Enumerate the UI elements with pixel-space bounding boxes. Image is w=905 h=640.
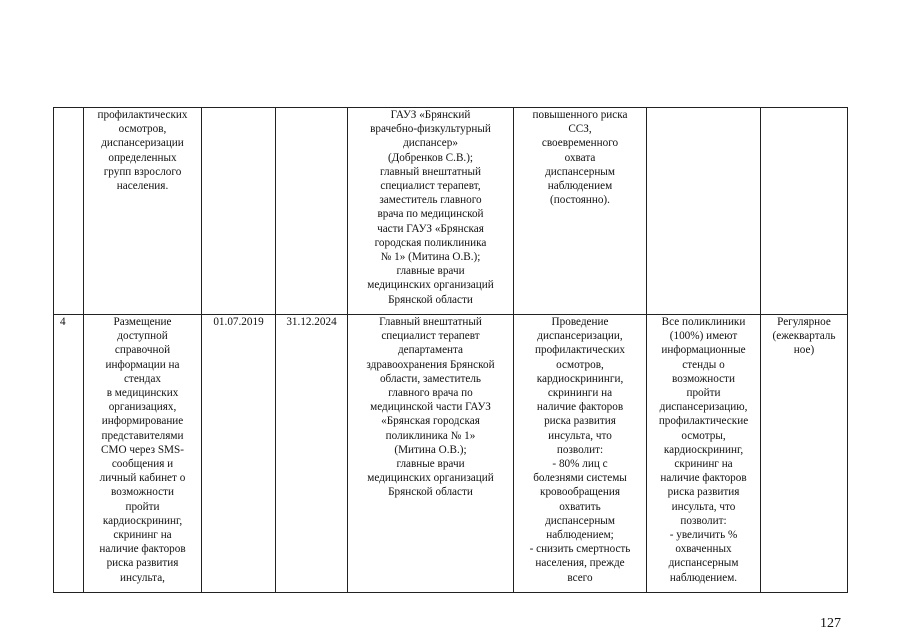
cell-line: личный кабинет о: [99, 472, 186, 485]
cell-line: позволит:: [556, 443, 604, 456]
cell-line: диспансеризацию,: [659, 401, 748, 414]
cell-line: заместитель главного: [379, 194, 482, 207]
cell-line: (100%) имеют: [669, 330, 738, 343]
cell-line: поликлиника № 1»: [385, 429, 476, 442]
cell-line: кардиоскрининг,: [102, 514, 183, 527]
end-date-cell: 31.12.2024: [276, 315, 348, 593]
cell-line: организациях,: [108, 401, 177, 414]
cell-line: главные врачи: [396, 458, 465, 471]
cell-line: специалист терапевт: [381, 330, 480, 343]
start-date-cell: 01.07.2019: [202, 315, 276, 593]
cell-line: врача по медицинской: [377, 208, 484, 221]
cell-line: диспансеризации,: [537, 330, 623, 343]
cell-line: возможности: [672, 372, 735, 385]
cell-line: пройти: [125, 500, 160, 513]
cell-line: возможности: [111, 486, 174, 499]
cell-line: справочной: [114, 344, 171, 357]
cell-line: - снизить смертность: [529, 543, 631, 556]
cell-line: ССЗ,: [568, 123, 592, 136]
cell-line: главного врача по: [388, 387, 473, 400]
cell-line: охвата: [564, 151, 596, 164]
cell-line: области, заместитель: [379, 372, 482, 385]
cell-line: профилактических: [535, 344, 625, 357]
cell-line: скрининги на: [547, 387, 613, 400]
cell-line: специалист терапевт,: [380, 180, 481, 193]
cell-line: осмотров,: [556, 358, 604, 371]
cell-line: диспансерным: [545, 165, 615, 178]
cell-line: ГАУЗ «Брянский: [390, 109, 471, 121]
cell-line: риска развития: [106, 557, 179, 570]
cell-line: Размещение: [113, 316, 172, 328]
cell-line: части ГАУЗ «Брянская: [377, 222, 484, 235]
result-cell: [514, 315, 647, 593]
cell-line: медицинских организаций: [367, 472, 494, 485]
cell-line: ное): [793, 344, 815, 357]
row-number-cell: 4: [54, 315, 84, 593]
cell-line: представителями: [101, 429, 184, 442]
cell-line: охваченных: [675, 543, 732, 556]
cell-line: болезнями системы: [533, 472, 627, 485]
cell-line: риска развития: [667, 486, 740, 499]
indicator-cell: [647, 315, 761, 593]
cell-line: кардиоскрининги,: [536, 372, 624, 385]
cell-line: (Добренков С.В.);: [387, 151, 474, 164]
cell-line: городская поликлиника: [374, 236, 487, 249]
cell-line: определенных: [108, 151, 177, 164]
responsible-cell: [348, 315, 514, 593]
cell-line: главные врачи: [396, 265, 465, 278]
cell-line: главный внештатный: [379, 165, 482, 178]
cell-line: позволит:: [680, 514, 727, 527]
cell-line: информирование: [101, 415, 184, 428]
cell-line: Регулярное: [777, 316, 831, 328]
cell-line: кардиоскрининг,: [663, 443, 744, 456]
cell-line: здравоохранения Брянской: [366, 358, 495, 371]
cell-line: доступной: [117, 330, 168, 343]
cell-line: населения.: [116, 180, 169, 193]
cell-line: своевременного: [541, 137, 619, 150]
result-cell: [514, 108, 647, 315]
end-date-cell: [276, 108, 348, 315]
cell-line: стендах: [123, 372, 162, 385]
start-date-cell: [202, 108, 276, 315]
cell-line: скрининг на: [113, 529, 172, 542]
cell-line: групп взрослого: [103, 165, 182, 178]
cell-line: медицинской части ГАУЗ: [370, 401, 491, 414]
cell-line: кровообращения: [540, 486, 620, 499]
cell-line: - увеличить %: [669, 529, 738, 542]
cell-line: Все поликлиники: [661, 316, 746, 328]
cell-line: скрининг на: [674, 458, 733, 471]
measures-table: [53, 107, 848, 593]
cell-line: Брянской области: [388, 486, 473, 499]
cell-line: - 80% лиц с: [552, 458, 608, 471]
indicator-cell: [647, 108, 761, 315]
responsible-cell: [348, 108, 514, 315]
row-number-cell: [54, 108, 84, 315]
table-row: [54, 108, 848, 315]
cell-line: пройти: [686, 387, 721, 400]
cell-line: наличие факторов: [660, 472, 747, 485]
cell-line: профилактические: [658, 415, 749, 428]
cell-line: «Брянская городская: [381, 415, 480, 428]
cell-line: Главный внештатный: [379, 316, 482, 328]
cell-line: (постоянно).: [550, 194, 610, 207]
measure-cell: [84, 108, 202, 315]
cell-line: стенды о: [682, 358, 725, 371]
type-cell: [761, 315, 848, 593]
cell-line: наличие факторов: [99, 543, 186, 556]
cell-line: наличие факторов: [536, 401, 624, 414]
cell-line: риска развития: [544, 415, 616, 428]
cell-line: наблюдением: [547, 180, 613, 193]
cell-line: инсульта, что: [671, 500, 736, 513]
type-cell: [761, 108, 848, 315]
cell-line: (Митина О.В.);: [394, 443, 467, 456]
page-number: 127: [820, 616, 841, 631]
cell-line: Проведение: [551, 316, 609, 328]
measure-cell: [84, 315, 202, 593]
cell-line: населения, прежде: [535, 557, 625, 570]
cell-line: № 1» (Митина О.В.);: [380, 251, 481, 264]
cell-line: информационные: [661, 344, 746, 357]
cell-line: медицинских организаций: [367, 279, 494, 292]
cell-line: осмотров,: [118, 123, 167, 136]
cell-line: сообщения и: [111, 458, 174, 471]
cell-line: наблюдением.: [669, 571, 738, 584]
cell-line: информации на: [105, 358, 180, 371]
cell-line: диспансеризации: [101, 137, 184, 150]
cell-line: повышенного риска: [532, 109, 628, 121]
table-row: [54, 315, 848, 593]
cell-line: диспансерным: [668, 557, 739, 570]
cell-line: СМО через SMS-: [101, 443, 184, 456]
cell-line: профилактических: [97, 109, 188, 121]
cell-line: Брянской области: [388, 293, 473, 306]
cell-line: врачебно-физкультурный: [370, 123, 491, 136]
cell-line: в медицинских: [106, 387, 179, 400]
cell-line: охватить: [559, 500, 601, 513]
cell-line: (ежекварталь: [772, 330, 836, 343]
cell-line: осмотры,: [681, 429, 726, 442]
cell-line: наблюдением;: [546, 529, 614, 542]
cell-line: диспансерным: [545, 514, 615, 527]
cell-line: департамента: [397, 344, 464, 357]
cell-line: всего: [567, 571, 593, 584]
cell-line: диспансер»: [403, 137, 458, 150]
cell-line: инсульта,: [120, 571, 165, 584]
cell-line: инсульта, что: [548, 429, 612, 442]
